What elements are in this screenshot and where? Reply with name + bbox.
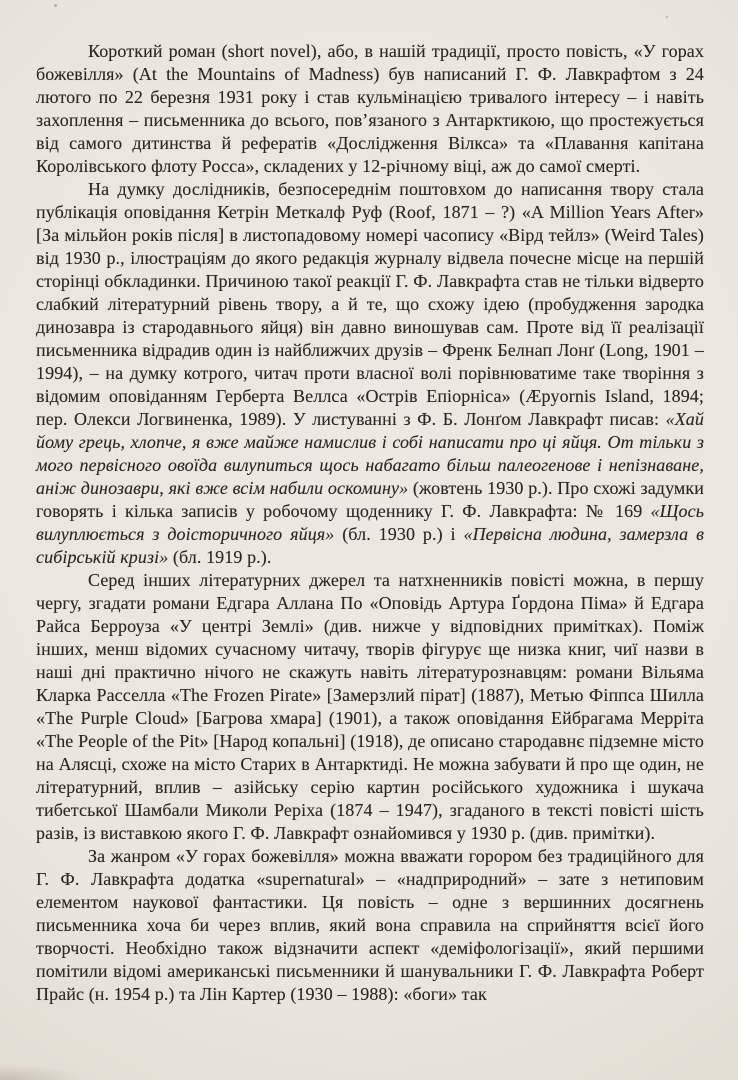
- text-run: (бл. 1919 р.).: [168, 547, 272, 567]
- page-text: [36, 40, 704, 1006]
- paragraph-3: [36, 569, 704, 845]
- scan-speck: [666, 16, 668, 18]
- paragraph-2: [36, 178, 704, 569]
- scan-speck: [54, 4, 57, 7]
- italic-quote-run: «Первісна людина, замерзла в сибірській кризі»: [36, 524, 705, 567]
- scan-smudge: [0, 1064, 90, 1080]
- text-run: (бл. 1930 р.) і: [334, 524, 464, 544]
- text-run: Серед інших літературних джерел та натхненників повісті можна, в першу чергу, згадати романи Едгара Аллана По «Оповідь Артура Ґордона Піма» й Едгара Райса Берроуза «У центрі Землі» (див. нижче у відповідних примітках). Поміж інших, менш відомих сучасному читачу, творів фігурує ще низка книг, чиї назви в наші дні практично нічого не скажуть навіть літературознавцям: романи Вільяма Кларка Расселла «The Frozen Pirate» [Замерзлий пірат] (1887), Метью Фіппса Шилла «The Purple Cloud» [Багрова хмара] (1901), а також оповідання Ейбрагама Мерріта «The People of the Pit» [Народ копальні] (1918), де описано стародавнє підземне місто на Алясці, схоже на місто Старих в Антарктиді. Не можна забувати й про ще один, не літературний, вплив – азійську серію картин російського художника і шукача тибетської Шамбали Миколи Реріха (1874 – 1947), згаданого в тексті повісті шість разів, із виставкою якого Г. Ф. Лавкрафт ознайомився у 1930 р. (див. примітки).: [36, 570, 704, 843]
- text-run: На думку дослідників, безпосереднім поштовхом до написання твору стала публікація оповідання Кетрін Меткалф Руф (Roof, 1871 – ?) «A Million Years After» [За мільйон років після] в листопадовому номері часопису «Вірд тейлз» (Weird Tales) від 1930 р., ілюстраціям до якого редакція журналу відвела почесне місце на першій сторінці обкладинки. Причиною такої реакції Г. Ф. Лавкрафта став не тільки відверто слабкий літературний рівень твору, а й те, що схожу ідею (пробудження зародка динозавра із стародавнього яйця) він давно виношував сам. Проте від її реалізації письменника відрадив один із найближчих друзів – Френк Белнап Лонґ (Long, 1901 – 1994), – на думку котрого, читач проти власної волі порівнюватиме таке творіння з відомим оповіданням Герберта Веллса «Острів Епіорніса» (Æpyornis Island, 1894; пер. Олекси Логвиненка, 1989). У листуванні з Ф. Б. Лонґом Лавкрафт писав:: [36, 179, 704, 429]
- paragraph-1: [36, 40, 704, 178]
- text-run: (жовтень 1930 р.). Про схожі задумки говорять і кілька записів у робочому щоденнику Г. Ф. Лавкрафта: № 169: [36, 478, 704, 521]
- paragraph-4: [36, 845, 704, 1006]
- italic-quote-run: «Щось вилуплюється з доісторичного яйця»: [36, 501, 704, 544]
- text-run: За жанром «У горах божевілля» можна вважати горором без традиційного для Г. Ф. Лавкрафта додатка «supernatural» – «надприродний» – зате з нетиповим елементом наукової фантастики. Ця повість – одне з вершинних досягнень письменника хоча би через вплив, який вона справила на сприйняття всієї його творчості. Необхідно також відзначити аспект «деміфологізації», який першими помітили відомі американські письменники й шанувальники Г. Ф. Лавкрафта Роберт Прайс (н. 1954 р.) та Лін Картер (1930 – 1988): «боги» так: [36, 846, 704, 1004]
- italic-quote-run: «Хай йому грець, хлопче, я вже майже намислив і собі написати про ці яйця. От тільки з мого первісного овоїда вилупиться щось набагато більш палеогенове і непізнаване, аніж динозаври, які вже всім набили оскомину»: [36, 409, 704, 498]
- text-run: Короткий роман (short novel), або, в нашій традиції, просто повість, «У горах божевілля» (At the Mountains of Madness) був написаний Г. Ф. Лавкрафтом з 24 лютого по 22 березня 1931 року і став кульмінацією тривалого інтересу – і навіть захоплення – письменника до всього, пов’язаного з Антарктикою, що простежується від самого дитинства й рефератів «Дослідження Вілкса» та «Плавання капітана Королівського флоту Росса», складених у 12-річному віці, аж до самої смерті.: [36, 41, 704, 176]
